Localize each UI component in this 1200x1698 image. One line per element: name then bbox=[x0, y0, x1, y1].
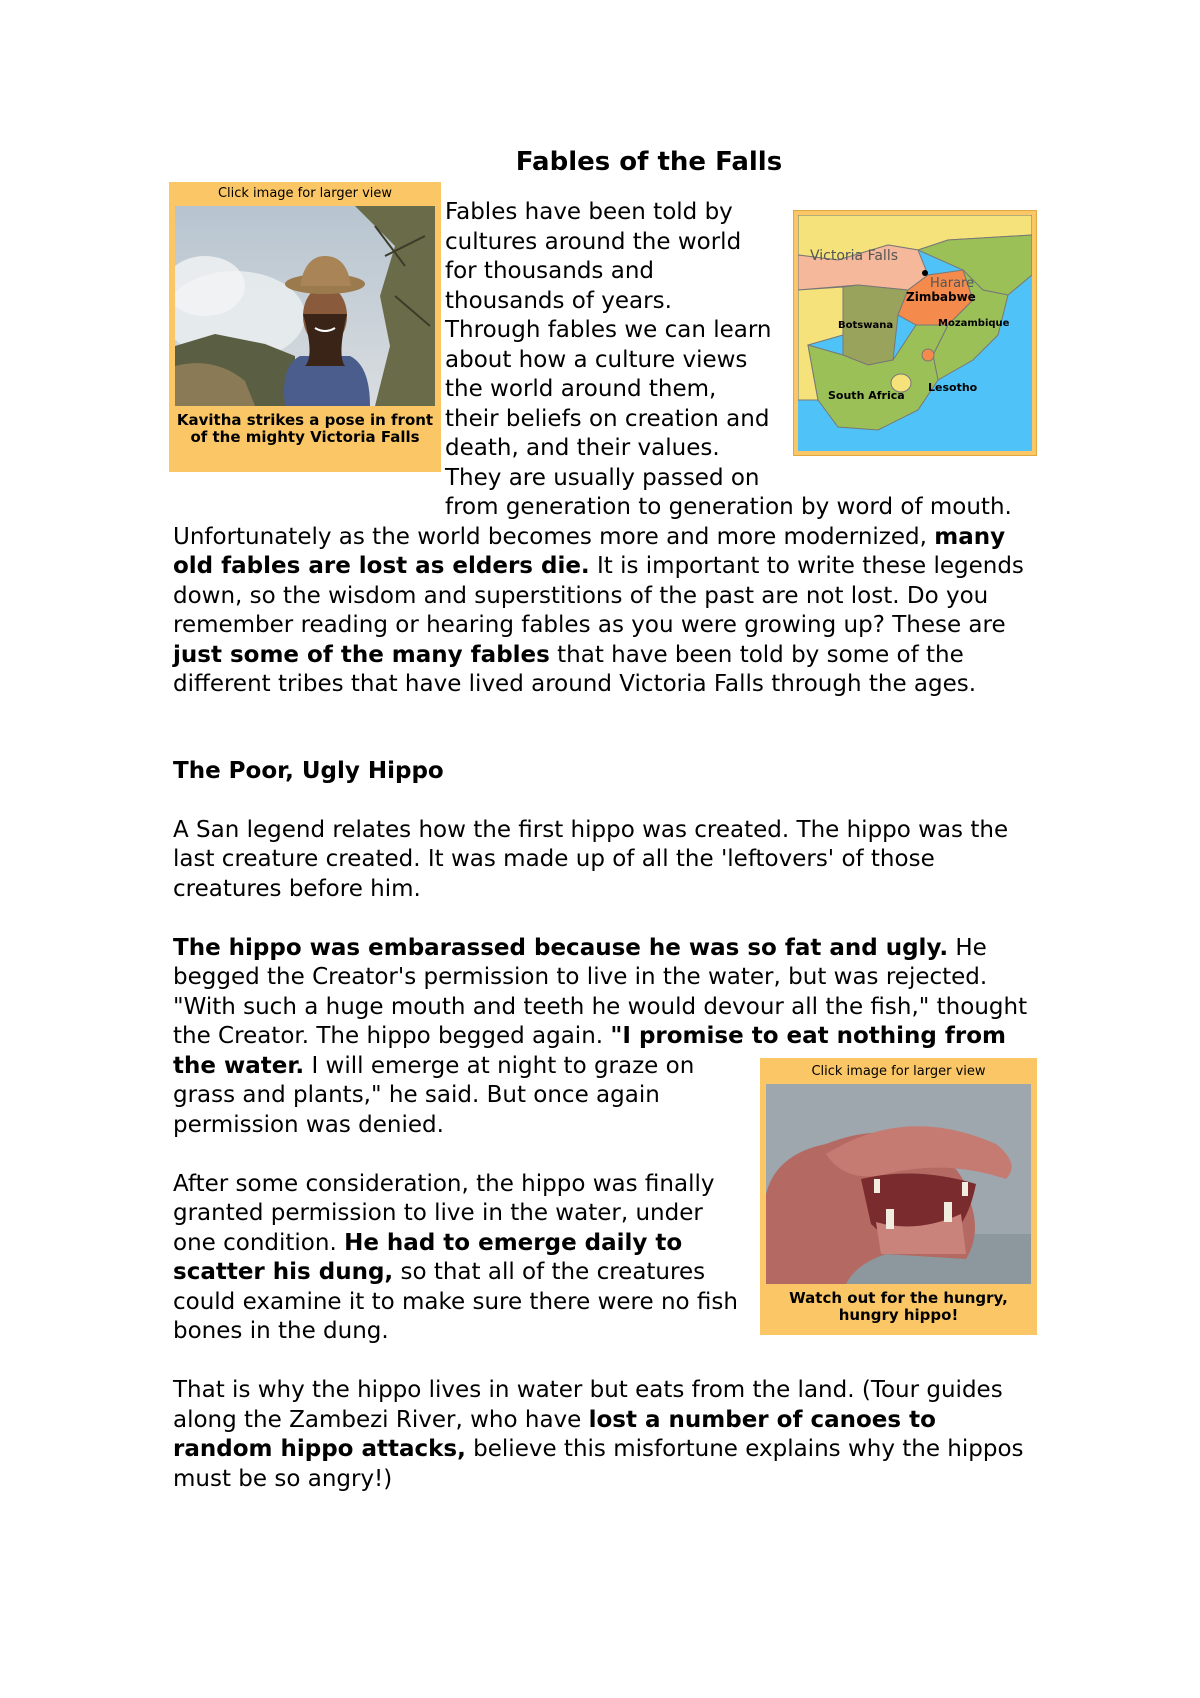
map-label-lesotho: Lesotho bbox=[928, 381, 978, 394]
kavitha-caption: Kavitha strikes a pose in front of the mighty Victoria Falls bbox=[176, 411, 434, 446]
hippo-paragraph-4 bbox=[173, 1376, 1035, 1494]
hippo-p2-text-1: He begged the Creator's permission to live in the water, but was rejected. "With such a huge mouth and teeth he would devour all the fish," thought the Creator. The hippo begged again. bbox=[173, 934, 1028, 1049]
hippo-p4-bold-1: lost a number of canoes to random hippo attacks, bbox=[173, 1406, 936, 1462]
hippo-caption: Watch out for the hungry, hungry hippo! bbox=[789, 1288, 1008, 1324]
section-heading: The Poor, Ugly Hippo bbox=[173, 757, 444, 784]
map-label-harare: Harare bbox=[930, 276, 975, 291]
hippo-paragraph-1: A San legend relates how the first hippo was created. The hippo was the last creature created. It was made up of all the 'leftovers' of those creatures before him. bbox=[173, 816, 1009, 902]
page-title: Fables of the Falls bbox=[515, 147, 783, 177]
hippo-p4-text-2: believe this misfortune explains why the hippos must be so angry!) bbox=[173, 1436, 1024, 1492]
intro-text-2: It is important to write these legends down, so the wisdom and superstitions of the past are not lost. Do you remember reading or hearing fables as you were growing up? These are bbox=[173, 553, 1024, 638]
hippo-p3-bold-1: He had to emerge daily to scatter his dung, bbox=[173, 1229, 683, 1285]
kavitha-photo[interactable] bbox=[175, 206, 435, 406]
intro-text-3: that have been told by some of the different tribes that have lived around Victoria Falls through the ages. bbox=[173, 641, 977, 697]
hippo-p2-text-2: I will emerge at night to graze on grass and plants," he said. But once again permission was denied. bbox=[173, 1052, 695, 1138]
enlarge-caption[interactable]: Click image for larger view bbox=[811, 1063, 986, 1079]
southern-africa-map[interactable] bbox=[798, 215, 1032, 451]
hippo-figure[interactable] bbox=[760, 1058, 1037, 1335]
hippo-p3-text-1: After some consideration, the hippo was finally granted permission to live in the water, under one condition. bbox=[173, 1170, 715, 1256]
map-label-zimbabwe: Zimbabwe bbox=[906, 290, 976, 304]
map-label-mozambique: Mozambique bbox=[938, 318, 1010, 329]
hippo-photo[interactable] bbox=[766, 1084, 1031, 1284]
map-label-botswana: Botswana bbox=[838, 320, 894, 331]
kavitha-figure[interactable] bbox=[169, 182, 441, 472]
hippo-p3-text-2: so that all of the creatures could examine it to make sure there were no fish bones in the dung. bbox=[173, 1259, 738, 1344]
hippo-p2-bold-1: The hippo was embarassed because he was so fat and ugly. bbox=[173, 934, 949, 961]
article bbox=[173, 146, 1035, 1494]
intro-bold-2: just some of the many fables bbox=[173, 641, 550, 668]
hippo-p4-text-1: That is why the hippo lives in water but eats from the land. (Tour guides along the Zambezi River, who have bbox=[173, 1377, 1003, 1433]
intro-bold-1: many old fables are lost as elders die. bbox=[173, 523, 1006, 579]
hippo-p2-bold-2: "I promise to eat nothing from the water. bbox=[173, 1023, 1007, 1079]
map-label-south-africa: South Africa bbox=[828, 389, 905, 402]
intro-text-1: Fables have been told by cultures around the world for thousands and thousands of years. Through fables we can learn about how a culture views the world around them, their beliefs on creation and death, and their values. They are usually passed on from generation to generation by word of mouth. Unfortunately as the world becomes more and more modernized, bbox=[173, 199, 1012, 550]
map-figure[interactable] bbox=[793, 210, 1037, 456]
map-label-victoria-falls: Victoria Falls bbox=[810, 248, 899, 264]
enlarge-caption[interactable]: Click image for larger view bbox=[217, 186, 393, 201]
